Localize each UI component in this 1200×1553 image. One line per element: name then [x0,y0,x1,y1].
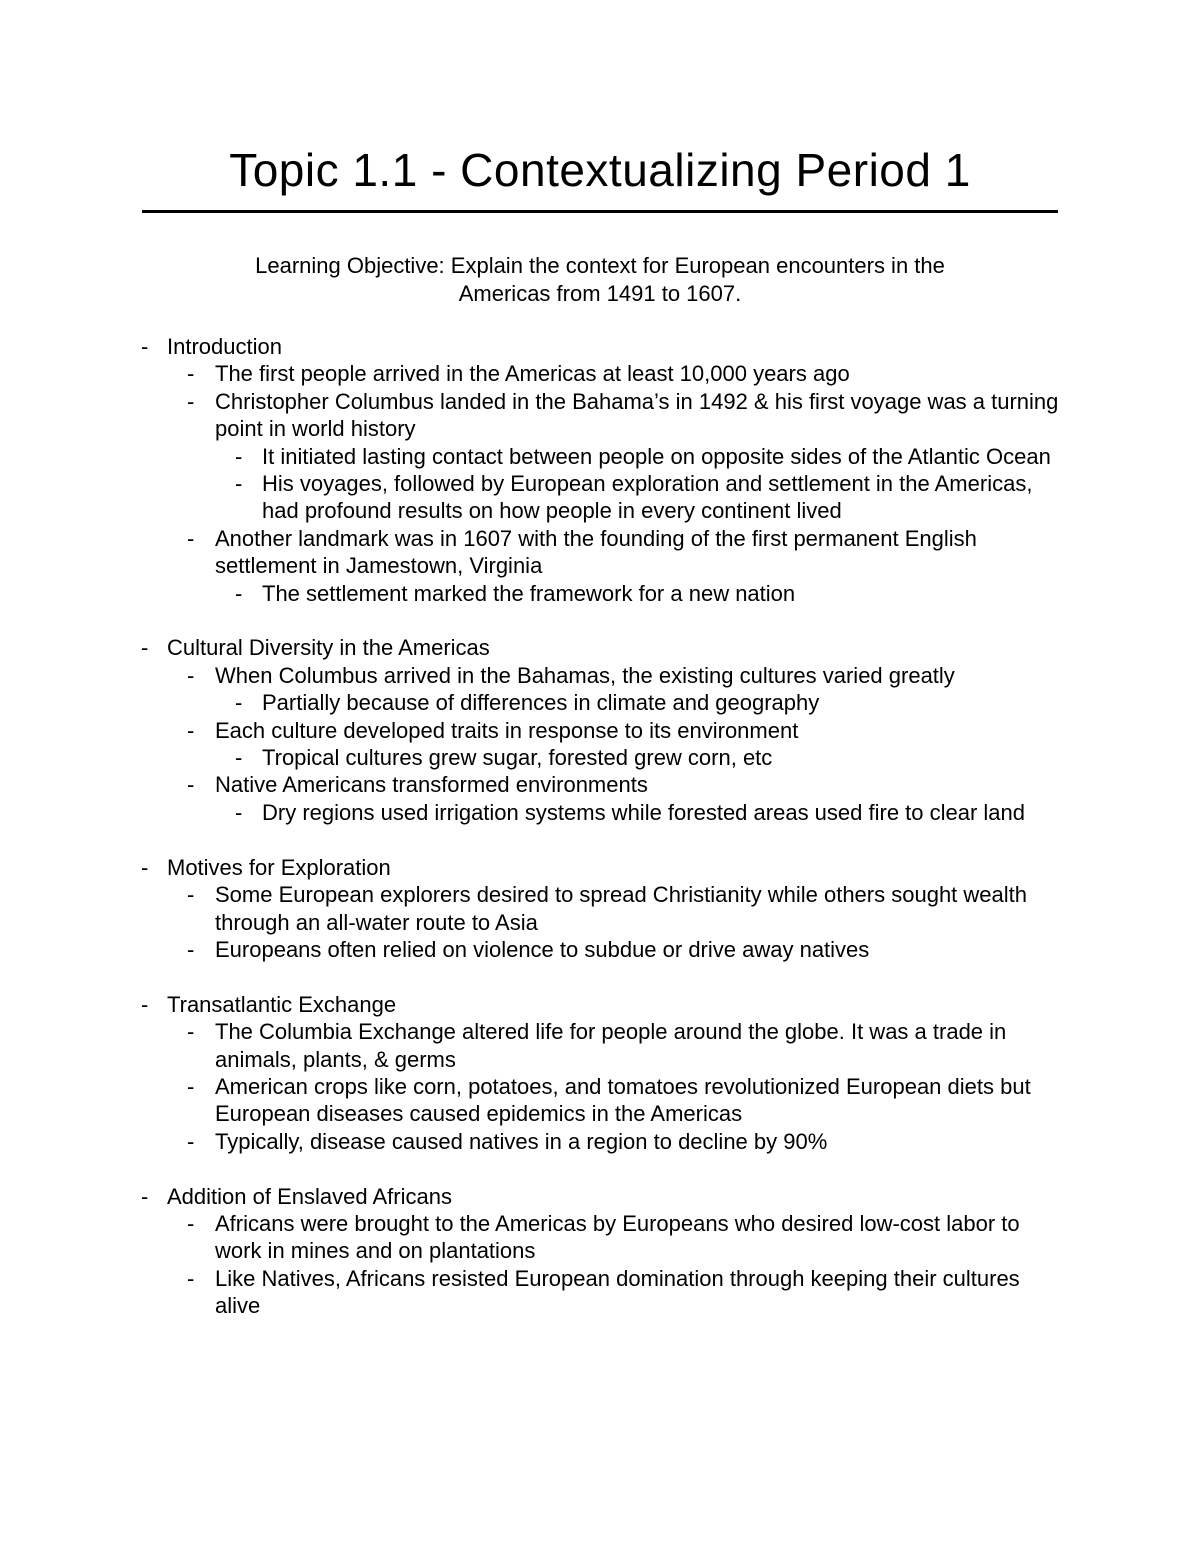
bullet-dash: - [235,580,243,606]
sub-bullet-item-text: His voyages, followed by European exploration and settlement in the Americas, had profound results on how people in every continent lived [262,471,1033,524]
section-heading [0,854,1058,881]
bullet-item-text: Like Natives, Africans resisted European domination through keeping their cultures alive [215,1265,1020,1319]
bullet-item-text: Native Americans transformed environments [215,772,648,798]
sub-bullet-item [0,580,1062,607]
bullet-dash: - [235,745,243,771]
bullet-dash: - [141,854,149,880]
section-heading-text: Addition of Enslaved Africans [167,1183,452,1209]
sub-bullet-item-text: It initiated lasting contact between people on opposite sides of the Atlantic Ocean [262,443,1051,469]
bullet-item [0,525,1060,580]
bullet-item-text: The Columbia Exchange altered life for people around the globe. It was a trade in animals, plants, & germs [215,1019,1007,1072]
bullet-dash: - [187,1210,195,1236]
bullet-item [0,1265,1060,1320]
bullet-item-text: Some European explorers desired to spread Christianity while others sought wealth through an all-water route to Asia [215,882,1027,935]
sub-bullet-item [0,689,1062,716]
bullet-item-text: Christopher Columbus landed in the Bahama’s in 1492 & his first voyage was a turning point in world history [215,388,1059,442]
bullet-item [0,662,1060,689]
bullet-item [0,936,1060,963]
objective-line: Learning Objective: Explain the context for European encounters in the [255,253,945,278]
section-heading-text: Cultural Diversity in the Americas [167,635,490,661]
outline-section [0,634,1200,826]
bullet-item-text: Typically, disease caused natives in a region to decline by 90% [215,1128,828,1154]
bullet-dash: - [187,525,195,551]
bullet-item-text: When Columbus arrived in the Bahamas, the existing cultures varied greatly [215,662,955,688]
bullet-item [0,771,1060,798]
sub-bullet-item-text: The settlement marked the framework for a new nation [262,580,796,606]
bullet-dash: - [141,334,149,359]
outline-section [0,1183,1200,1320]
sub-bullet-item [0,799,1062,826]
bullet-dash: - [187,936,195,962]
sub-bullet-item [0,470,1062,525]
bullet-dash: - [141,1183,149,1209]
section-heading [0,333,1058,360]
objective-line: Americas from 1491 to 1607. [458,281,742,306]
bullet-dash: - [187,882,195,908]
bullet-item-text: The first people arrived in the Americas at least 10,000 years ago [215,361,850,387]
bullet-dash: - [187,717,195,743]
bullet-item-text: Each culture developed traits in response to its environment [215,717,799,743]
outline-section [0,333,1200,607]
bullet-item [0,388,1060,443]
bullet-dash: - [187,1265,195,1291]
page-title: Topic 1.1 - Contextualizing Period 1 [229,144,971,196]
bullet-item [0,717,1060,744]
section-heading [0,634,1058,661]
outline-section [0,991,1200,1155]
bullet-dash: - [187,772,195,798]
sub-bullet-item-text: Partially because of differences in climate and geography [262,690,820,716]
bullet-dash: - [235,443,243,469]
bullet-dash: - [187,1019,195,1045]
bullet-item [0,360,1060,387]
section-heading-text: Motives for Exploration [167,854,391,880]
bullet-dash: - [187,1073,195,1099]
sub-bullet-item [0,744,1062,771]
bullet-item [0,1073,1060,1128]
bullet-dash: - [187,361,195,387]
bullet-dash: - [141,635,149,661]
section-heading-text: Introduction [167,334,282,359]
bullet-item [0,1210,1060,1265]
section-heading [0,1183,1058,1210]
bullet-dash: - [187,662,195,688]
outline-section [0,854,1200,964]
bullet-item-text: Africans were brought to the Americas by Europeans who desired low-cost labor to work in mines and on plantations [215,1210,1020,1264]
bullet-item [0,881,1060,936]
section-heading [0,991,1058,1018]
learning-objective [142,252,1058,308]
sub-bullet-item-text: Tropical cultures grew sugar, forested grew corn, etc [262,745,773,771]
sub-bullet-item [0,443,1062,470]
title-divider [142,210,1058,213]
bullet-item-text: American crops like corn, potatoes, and tomatoes revolutionized European diets but European diseases caused epidemics in the Americas [215,1073,1031,1127]
bullet-dash: - [187,1128,195,1154]
bullet-item-text: Another landmark was in 1607 with the founding of the first permanent English settlement in Jamestown, Virginia [215,525,977,579]
bullet-dash: - [235,690,243,716]
section-heading-text: Transatlantic Exchange [167,991,397,1017]
bullet-dash: - [235,471,243,497]
bullet-item [0,1128,1060,1155]
bullet-dash: - [235,799,243,825]
bullet-dash: - [141,991,149,1017]
bullet-item-text: Europeans often relied on violence to subdue or drive away natives [215,936,870,962]
sub-bullet-item-text: Dry regions used irrigation systems while forested areas used fire to clear land [262,799,1026,825]
bullet-dash: - [187,388,195,414]
notes-outline [0,333,1200,1347]
bullet-item [0,1018,1060,1073]
